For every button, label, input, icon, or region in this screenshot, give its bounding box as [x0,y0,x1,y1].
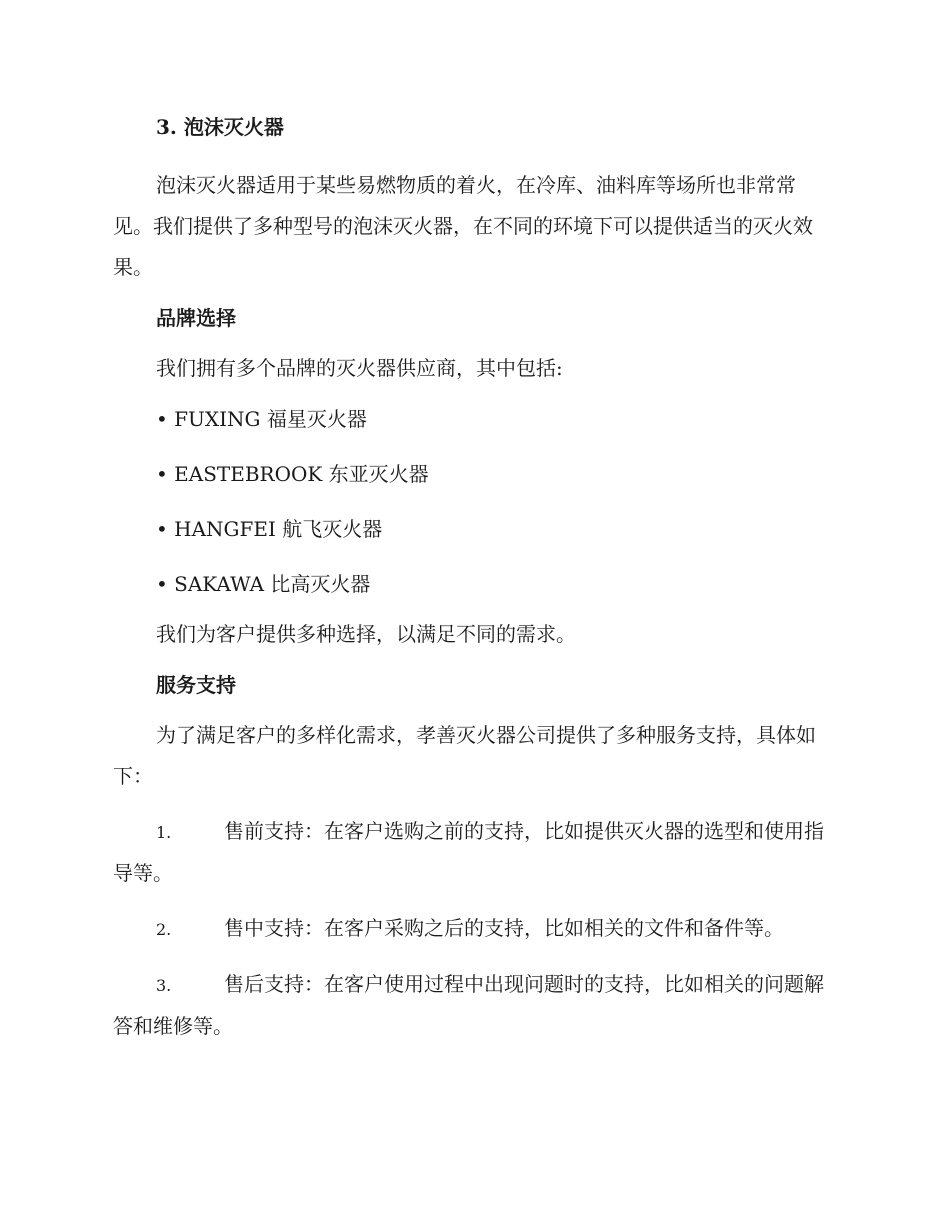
section-heading-service: 服务支持 [156,673,236,697]
list-item-text: 售中支持：在客户采购之后的支持，比如相关的文件和备件等。 [224,916,784,940]
list-number: 2. [156,920,172,939]
paragraph-brands-intro: 我们拥有多个品牌的灭火器供应商，其中包括: [156,356,563,380]
brand-list-item: • SAKAWA 比高灭火器 [156,572,371,596]
document-content [113,111,835,1047]
list-number: 1. [156,823,172,842]
brand-list-item: • FUXING 福星灭火器 [156,407,367,431]
section-heading-brands: 品牌选择 [156,306,236,330]
service-list-item [113,908,835,950]
list-number: 3. [156,976,172,995]
service-list-item [113,811,835,894]
paragraph-foam: 泡沫灭火器适用于某些易燃物质的着火，在冷库、油料库等场所也非常常见。我们提供了多种型号的泡沫灭火器，在不同的环境下可以提供适当的灭火效果。 [113,173,813,279]
service-list-item [113,964,835,1047]
paragraph-service-intro: 为了满足客户的多样化需求，孝善灭火器公司提供了多种服务支持，具体如下： [113,723,816,788]
list-item-text: 售后支持：在客户使用过程中出现问题时的支持，比如相关的问题解答和维修等。 [113,972,824,1038]
paragraph-brands-outro: 我们为客户提供多种选择，以满足不同的需求。 [156,622,576,646]
section-heading-foam: 3. 泡沫灭火器 [156,115,284,139]
list-item-text: 售前支持：在客户选购之前的支持，比如提供灭火器的选型和使用指导等。 [113,819,824,885]
brand-list-item: • HANGFEI 航飞灭火器 [156,517,383,541]
brand-list-item: • EASTEBROOK 东亚灭火器 [156,462,429,486]
